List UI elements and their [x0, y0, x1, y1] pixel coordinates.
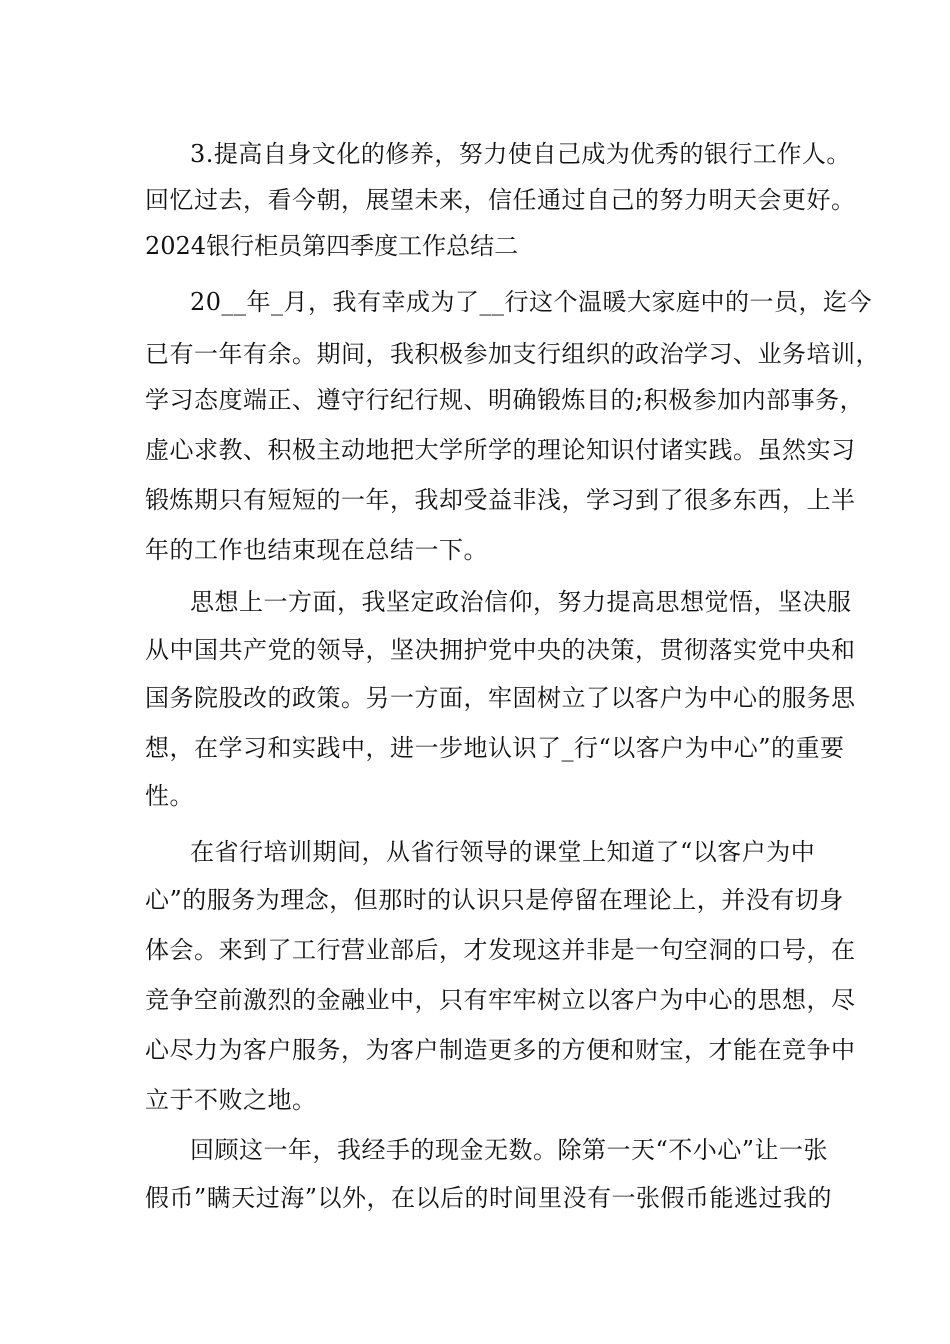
- paragraph-line: 想，在学习和实践中，进一步地认识了_行“以客户为中心”的重要: [145, 734, 845, 762]
- paragraph-line: 思想上一方面，我坚定政治信仰，努力提高思想觉悟，坚决服: [190, 588, 852, 616]
- paragraph-line: 已有一年有余。期间，我积极参加支行组织的政治学习、业务培训，: [145, 340, 880, 368]
- paragraph-line: 虚心求教、积极主动地把大学所学的理论知识付诸实践。虽然实习: [145, 436, 856, 464]
- paragraph-line: 3.提高自身文化的修养，努力使自己成为优秀的银行工作人。: [190, 140, 851, 168]
- paragraph-line: 年的工作也结束现在总结一下。: [145, 536, 488, 564]
- paragraph-line: 20__年_月，我有幸成为了__行这个温暖大家庭中的一员，迄今: [190, 288, 873, 316]
- paragraph-line: 立于不败之地。: [145, 1086, 317, 1114]
- paragraph-line: 国务院股改的政策。另一方面，牢固树立了以客户为中心的服务思: [145, 684, 856, 712]
- paragraph-line: 在省行培训期间，从省行领导的课堂上知道了“以客户为中: [190, 838, 816, 866]
- paragraph-line: 竞争空前激烈的金融业中，只有牢牢树立以客户为中心的思想，尽: [145, 986, 856, 1014]
- paragraph-line: 回顾这一年，我经手的现金无数。除第一天“不小心”让一张: [190, 1136, 829, 1164]
- paragraph-line: 锻炼期只有短短的一年，我却受益非浅，学习到了很多东西，上半: [145, 486, 856, 514]
- paragraph-line: 学习态度端正、遵守行纪行规、明确锻炼目的;积极参加内部事务，: [145, 386, 865, 414]
- paragraph-line: 心”的服务为理念，但那时的认识只是停留在理论上，并没有切身: [145, 886, 844, 914]
- paragraph-line: 心尽力为客户服务，为客户制造更多的方便和财宝，才能在竞争中: [145, 1036, 856, 1064]
- paragraph-line: 从中国共产党的领导，坚决拥护党中央的决策，贯彻落实党中央和: [145, 636, 856, 664]
- paragraph-line: 回忆过去，看今朝，展望未来，信任通过自己的努力明天会更好。: [145, 186, 856, 214]
- paragraph-line: 假币”瞒天过海”以外，在以后的时间里没有一张假币能逃过我的: [145, 1184, 833, 1212]
- section-title: 2024银行柜员第四季度工作总结二: [145, 232, 519, 260]
- paragraph-line: 性。: [145, 782, 194, 810]
- paragraph-line: 体会。来到了工行营业部后，才发现这并非是一句空洞的口号，在: [145, 936, 856, 964]
